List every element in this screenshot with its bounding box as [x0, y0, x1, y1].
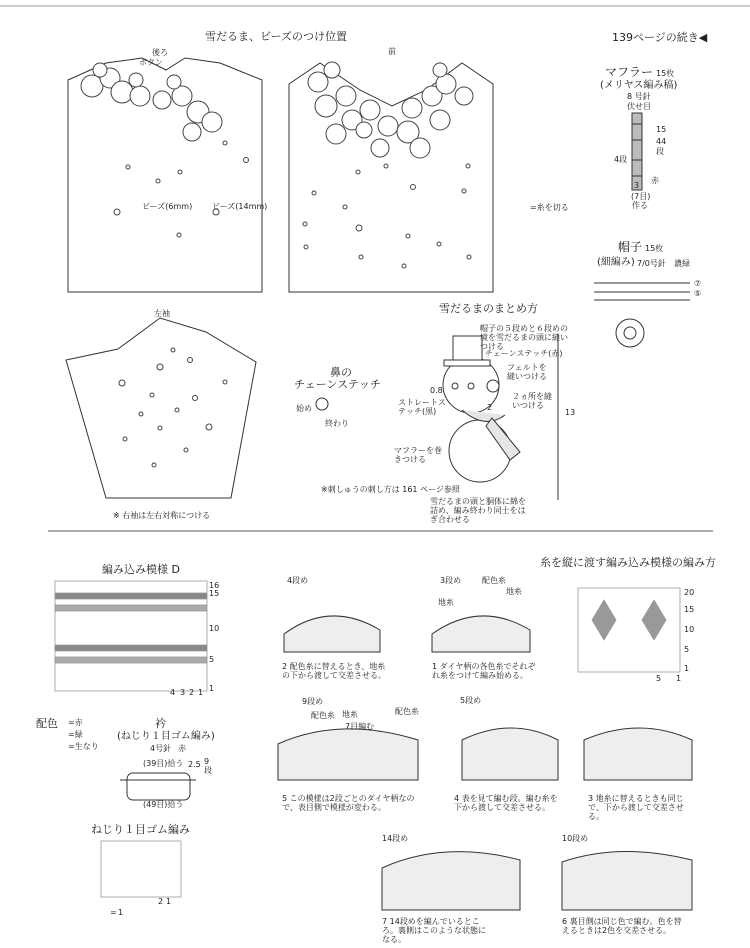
collar-pick-bottom: (49目)拾う [143, 800, 184, 809]
muffler-title: マフラー [605, 65, 654, 79]
top-title: 雪だるま、ビーズのつけ位置 [205, 30, 348, 43]
nose-end: 終わり [325, 419, 349, 428]
rib-legend: = [110, 908, 117, 917]
button-label: ボタン [139, 58, 163, 67]
pattern-d-col-1: 1 [198, 688, 204, 697]
step2-caption: 2 配色糸に替えるとき、地糸の下から渡して交差させる。 [282, 662, 386, 681]
collar-dim-25: 2.5 [188, 760, 201, 769]
muffler-rows-b: 44 [656, 137, 667, 146]
hat-color: 濃緑 [674, 259, 690, 268]
collar-subtitle: (ねじり１目ゴム編み) [117, 731, 215, 742]
muffler-strip [632, 113, 642, 190]
rib-legend-val: 1 [118, 908, 124, 917]
muffler-cast-on: (7目) [631, 192, 651, 201]
hat-r5: ⑤ [694, 289, 702, 298]
collar-dim-9: 9 [204, 757, 210, 766]
beads-front [303, 164, 471, 268]
snowman-assembly [316, 334, 558, 500]
step1-color: 配色糸 [482, 576, 506, 585]
vertical-chart [578, 588, 680, 672]
muffler-stitches: 3 [634, 181, 640, 190]
muffler-bindoff: 伏せ目 [627, 102, 651, 111]
muffler-red: 赤 [651, 176, 659, 185]
step5-ground: 地糸 [342, 710, 358, 719]
muffler-make: 作る [632, 201, 648, 210]
pattern-d-row-1: 1 [209, 684, 215, 693]
hat-title: 帽子 [618, 240, 643, 254]
snowman-two-places: ２ヵ所を縫いつける [512, 392, 552, 411]
step5-7: 7目編む [345, 722, 375, 731]
legend-red: =赤 [68, 718, 83, 727]
step5-row: 9段め [302, 697, 324, 706]
collar-dim-rows: 段 [204, 766, 212, 775]
pattern-d-row-5: 5 [209, 655, 215, 664]
step1-caption: 1 ダイヤ柄の各色糸でそれぞれ糸をつけて編み始める。 [432, 662, 536, 681]
vertical-title: 糸を縦に渡す編み込み模様の編み方 [540, 556, 716, 569]
sleeve-label: 左袖 [154, 309, 170, 318]
snowman-title: 雪だるまのまとめ方 [439, 302, 538, 315]
step2-row: 4段め [287, 576, 309, 585]
vchart-row-20: 20 [684, 588, 695, 597]
hat-r7: ⑦ [694, 279, 702, 288]
vchart-col-1: 1 [676, 674, 682, 683]
snowman-note-hat: 帽子の５段めと６段めの境を雪だるまの頭に縫いつける [480, 324, 568, 352]
vchart-row-1: 1 [684, 664, 690, 673]
legend-cut: =糸を切る [530, 203, 569, 212]
snowman-muffler: マフラーを巻きつける [394, 446, 442, 465]
step4-caption: 4 表を見て編む段。編む糸を下から渡して交差させる。 [454, 794, 558, 813]
sleeve-outline [66, 318, 256, 498]
pattern-d-col-3: 3 [180, 688, 186, 697]
snowman-cluster-front [308, 62, 473, 158]
back-label: 後ろ [152, 48, 168, 57]
finish-note: 雪だるまの頭と胴体に綿を詰め、編み終わり同士をはぎ合わせる [430, 497, 526, 525]
step1-row: 3段め [440, 576, 462, 585]
hat-method: (細編み) [597, 257, 635, 268]
step3-caption: 3 地糸に替えるときも同じで、下から渡して交差させる。 [588, 794, 684, 822]
muffler-rows-a: 15 [656, 125, 667, 134]
collar-diagram [120, 773, 196, 800]
nose-title: 鼻の [330, 366, 352, 379]
vchart-col-5: 5 [656, 674, 662, 683]
step6-row: 10段め [562, 834, 589, 843]
collar-title: 衿 [155, 717, 166, 730]
step1-ground-2: 地糸 [506, 587, 522, 596]
hat-diagram [594, 283, 690, 347]
snowman-felt: フェルトを縫いつける [507, 363, 547, 382]
step1-ground: 地糸 [438, 598, 454, 607]
muffler-count: 15枚 [656, 69, 675, 78]
hat-count: 15枚 [645, 244, 664, 253]
snowman-cluster-back [81, 63, 222, 141]
muffler-side-rows: 4段 [614, 155, 628, 164]
step4-row: 5段め [460, 696, 482, 705]
beads-back [114, 141, 249, 237]
vchart-row-15: 15 [684, 605, 695, 614]
beads-sleeve [119, 348, 227, 467]
vchart-row-5: 5 [684, 645, 690, 654]
step6-caption: 6 裏目側は同じ色で編む。色を替えるときは2色を交差させる。 [562, 917, 682, 936]
bead-small-label: ビーズ(6mm) [142, 202, 193, 211]
legend-green: =緑 [68, 730, 83, 739]
pattern-d-col-2: 2 [189, 688, 195, 697]
pattern-d-row-10: 10 [209, 624, 220, 633]
step7-row: 14段め [382, 834, 409, 843]
front-label: 前 [388, 47, 396, 56]
step5-color-2: 配色糸 [395, 707, 419, 716]
rib-col-1: 1 [166, 897, 172, 906]
snowman-dim-13: 13 [565, 408, 576, 417]
muffler-needle: 8 号針 [627, 92, 651, 101]
vchart-row-10: 10 [684, 625, 695, 634]
embroidery-ref: ※刺しゅうの刺し方は 161 ページ参照 [321, 485, 460, 494]
nose-title2: チェーンステッチ [294, 378, 381, 391]
pattern-d-chart [55, 581, 207, 691]
snowman-dim-2: 2 [487, 403, 493, 412]
pattern-d-title: 編み込み模様 D [102, 563, 180, 576]
collar-needle: 4号針 [150, 744, 172, 753]
pattern-d-legend-title: 配色 [36, 717, 58, 730]
step5-color: 配色糸 [311, 711, 335, 720]
muffler-rows-unit: 段 [656, 147, 664, 156]
muffler-method: (メリヤス編み稿) [600, 80, 678, 91]
collar-pick-top: (39目)拾う [143, 759, 184, 768]
step5-caption: 5 この模様は2段ごとのダイヤ柄なので、表目側で模様が変わる。 [282, 794, 415, 813]
rib-col-2: 2 [158, 897, 164, 906]
snowman-dim-08: 0.8 [430, 386, 443, 395]
collar-color: 赤 [178, 744, 186, 753]
snowman-straight: ストレートステッチ(黒) [398, 398, 446, 417]
step7-caption: 7 14段めを編んでいるところ。裏側はこのような状態になる。 [382, 917, 486, 945]
legend-ecru: =生なり [68, 742, 99, 751]
sleeve-note: ※ 右袖は左右対称につける [113, 511, 211, 520]
pattern-d-row-16: 16 [209, 581, 220, 590]
rib-chart [101, 841, 181, 897]
pattern-d-col-4: 4 [170, 688, 176, 697]
nose-start: 始め [296, 404, 312, 413]
snowman-chain-red: チェーンステッチ(赤) [485, 349, 563, 358]
hat-needle: 7/0号針 [637, 259, 666, 268]
rib-title: ねじり１目ゴム編み [91, 823, 190, 836]
continued-note: 139ページの続き◀ [612, 31, 708, 44]
bead-large-label: ビーズ(14mm) [212, 202, 268, 211]
pattern-d-row-15: 15 [209, 589, 220, 598]
